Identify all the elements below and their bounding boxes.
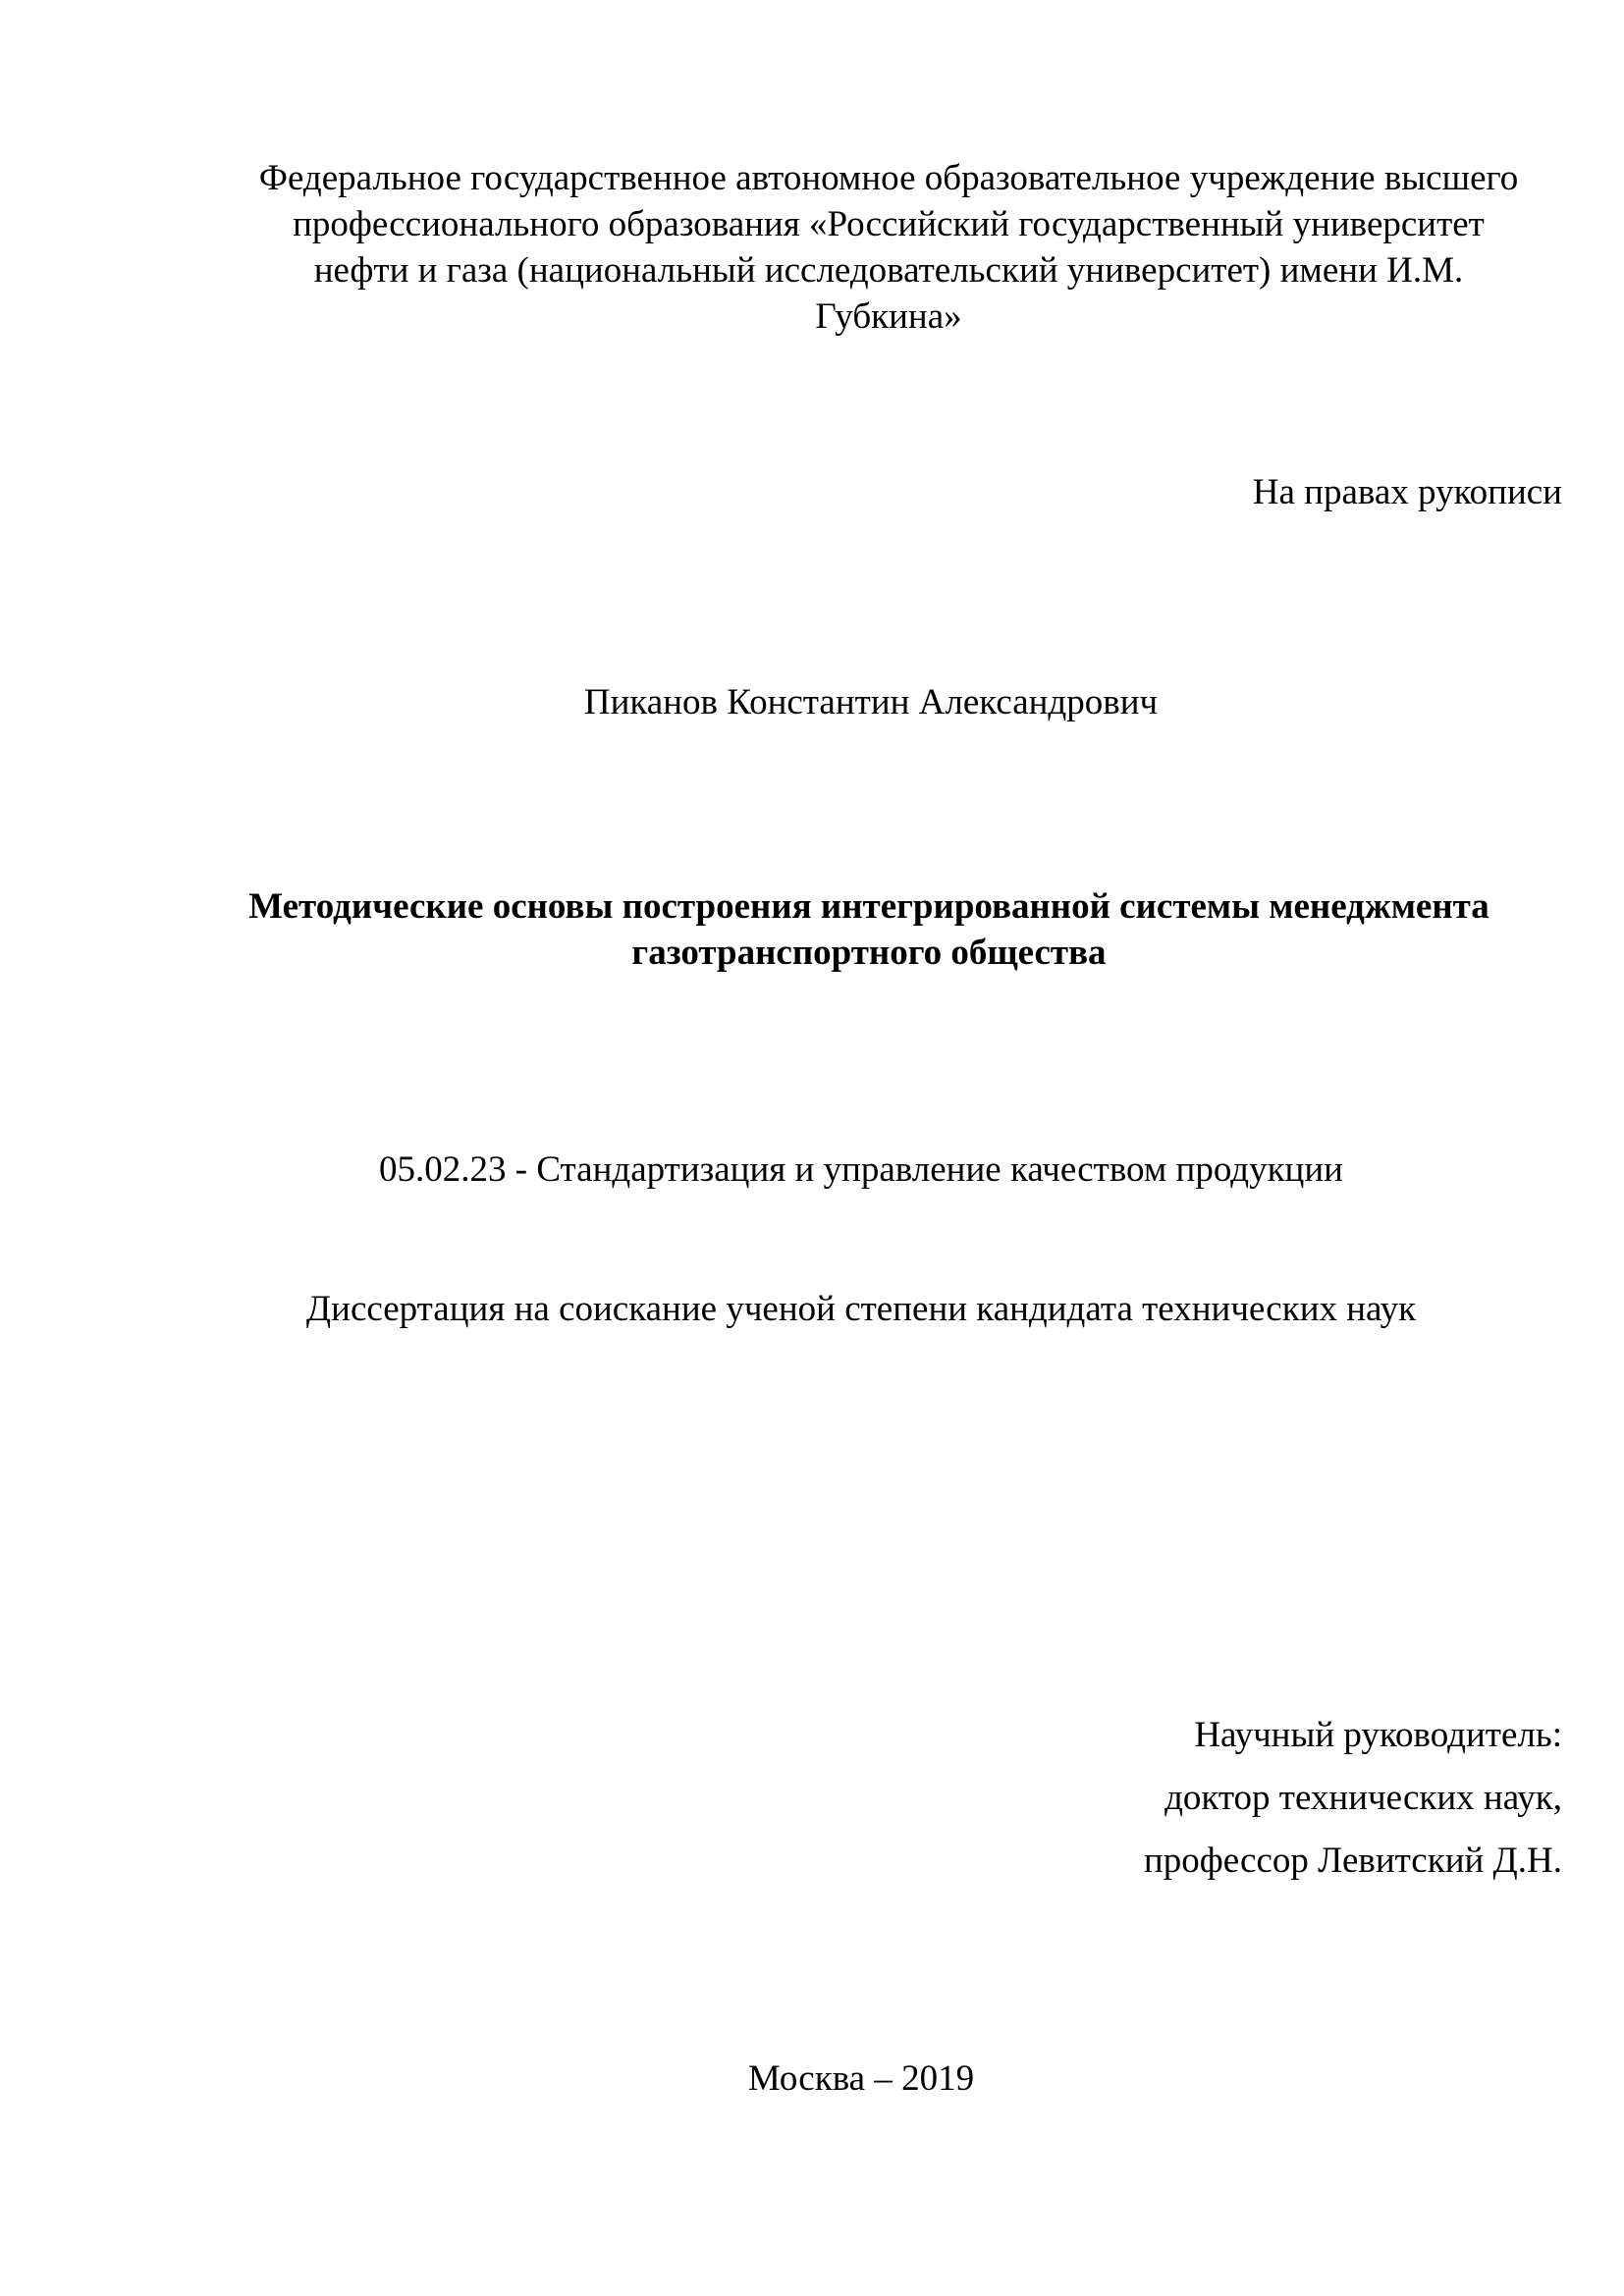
institution-line-2: профессионального образования «Российский государственный университет (293, 204, 1485, 244)
title-line-2: газотранспортного общества (631, 933, 1107, 973)
institution-line-3: нефти и газа (национальный исследовательский университет) имени И.М. (313, 250, 1464, 291)
specialty-code: 05.02.23 - Стандартизация и управление качеством продукции (379, 1149, 1343, 1190)
title-line-1: Методические основы построения интегрированной системы менеджмента (248, 886, 1489, 927)
institution-line-4: Губкина» (815, 296, 962, 337)
supervisor-label: Научный руководитель: (1194, 1715, 1562, 1755)
institution-line-1: Федеральное государственное автономное образовательное учреждение высшего (258, 158, 1519, 198)
supervisor-name: профессор Левитский Д.Н. (1143, 1841, 1562, 1881)
dissertation-title (157, 883, 1581, 976)
institution-header (177, 155, 1600, 340)
manuscript-note: На правах рукописи (1252, 472, 1562, 512)
supervisor-degree: доктор технических наук, (1164, 1778, 1562, 1818)
supervisor-block (875, 1704, 1562, 1893)
city-year: Москва – 2019 (747, 2058, 975, 2099)
dissertation-type: Диссертация на соискание ученой степени кандидата технических наук (305, 1289, 1417, 1329)
author-name: Пиканов Константин Александрович (583, 682, 1159, 722)
